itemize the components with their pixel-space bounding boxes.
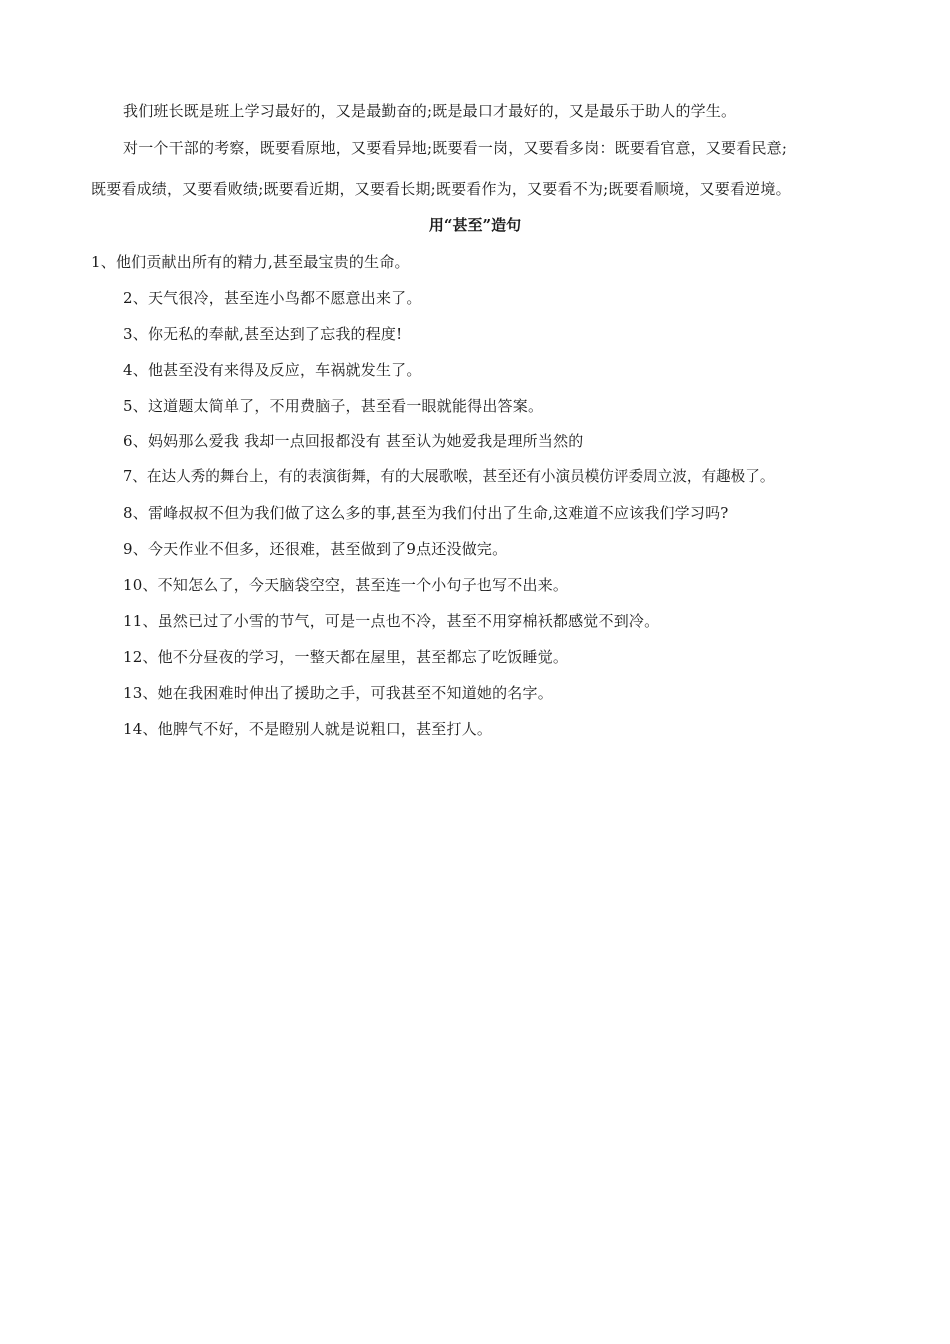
- sentence-item-10: 10、不知怎么了，今天脑袋空空，甚至连一个小句子也写不出来。: [123, 576, 569, 594]
- intro-paragraph-1: 我们班长既是班上学习最好的，又是最勤奋的;既是最口才最好的，又是最乐于助人的学生。: [123, 102, 737, 120]
- sentence-item-2: 2、天气很冷，甚至连小鸟都不愿意出来了。: [123, 289, 422, 307]
- sentence-item-7: 7、在达人秀的舞台上，有的表演街舞，有的大展歌喉，甚至还有小演员模仿评委周立波，有趣极了。: [123, 468, 775, 485]
- sentence-item-4: 4、他甚至没有来得及反应，车祸就发生了。: [123, 361, 422, 379]
- sentence-item-13: 13、她在我困难时伸出了援助之手，可我甚至不知道她的名字。: [123, 684, 553, 702]
- sentence-item-6: 6、妈妈那么爱我 我却一点回报都没有 甚至认为她爱我是理所当然的: [123, 432, 584, 450]
- sentence-item-14: 14、他脾气不好，不是瞪别人就是说粗口，甚至打人。: [123, 720, 493, 738]
- sentence-item-12: 12、他不分昼夜的学习，一整天都在屋里，甚至都忘了吃饭睡觉。: [123, 648, 569, 666]
- sentence-item-11: 11、虽然已过了小雪的节气，可是一点也不冷，甚至不用穿棉袄都感觉不到冷。: [123, 612, 660, 630]
- sentence-item-5: 5、这道题太简单了，不用费脑子，甚至看一眼就能得出答案。: [123, 397, 544, 415]
- sentence-item-3: 3、你无私的奉献,甚至达到了忘我的程度!: [123, 325, 403, 343]
- sentence-item-1: 1、他们贡献出所有的精力,甚至最宝贵的生命。: [91, 253, 410, 271]
- sentence-item-9: 9、今天作业不但多，还很难，甚至做到了9点还没做完。: [123, 540, 508, 558]
- section-title: 用“甚至”造句: [428, 216, 522, 234]
- sentence-item-8: 8、雷峰叔叔不但为我们做了这么多的事,甚至为我们付出了生命,这难道不应该我们学习吗?: [123, 504, 729, 522]
- intro-paragraph-2-line-1: 对一个干部的考察，既要看原地，又要看异地;既要看一岗，又要看多岗：既要看官意，又要看民意;: [123, 139, 788, 157]
- intro-paragraph-2-line-2: 既要看成绩，又要看败绩;既要看近期，又要看长期;既要看作为，又要看不为;既要看顺境，又要看逆境。: [91, 180, 791, 198]
